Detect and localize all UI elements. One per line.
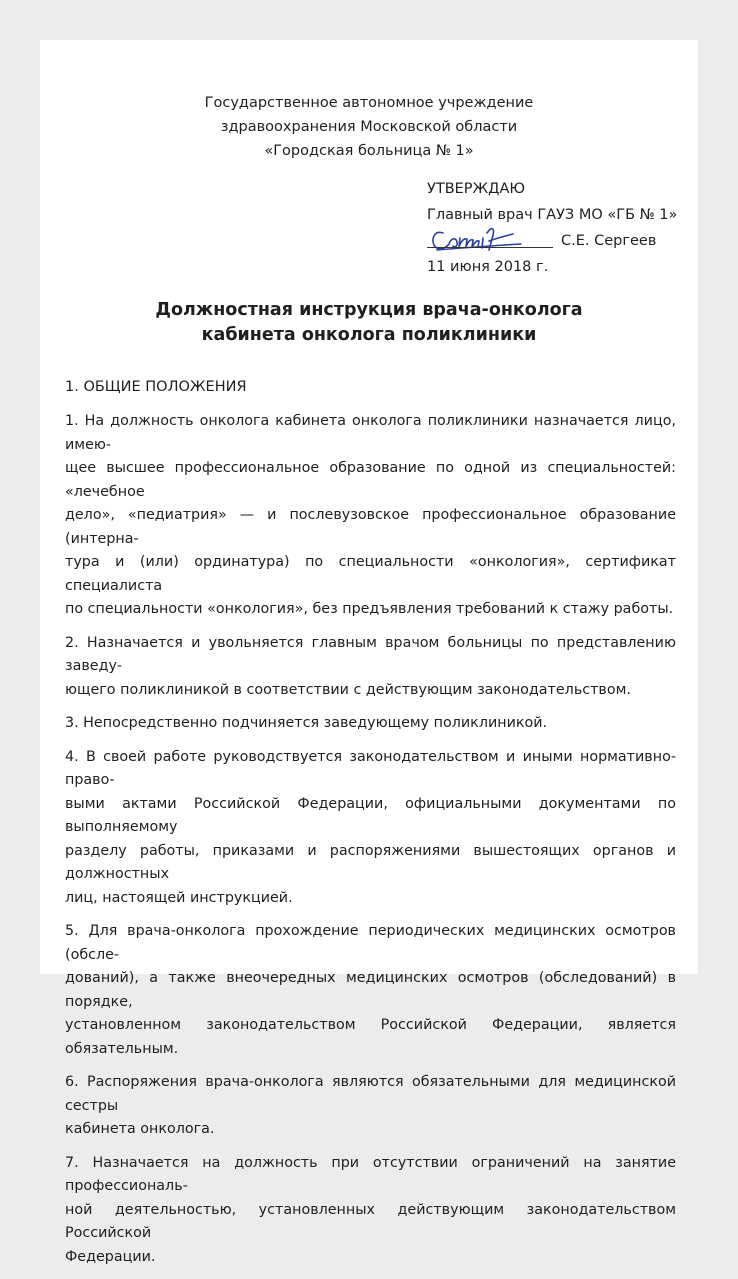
section-heading: 1. ОБЩИЕ ПОЛОЖЕНИЯ — [65, 379, 247, 395]
instruction-item — [65, 410, 676, 622]
signature-line — [427, 228, 677, 254]
item-line: 6. Распоряжения врача-онколога являются обязательными для медицинской сестры — [65, 1074, 676, 1114]
item-line: 1. На должность онколога кабинета онколога поликлиники назначается лицо, имею- — [65, 413, 676, 453]
organization-header — [40, 91, 698, 163]
org-line-2: здравоохранения Московской области — [220, 119, 518, 135]
instruction-item — [65, 1071, 676, 1142]
title-line-1: Должностная инструкция врача-онколога — [155, 300, 583, 320]
item-line: Федерации. — [65, 1248, 156, 1265]
item-line: 4. В своей работе руководствуется законодательством и иными нормативно-право- — [65, 748, 676, 788]
item-line: 3. Непосредственно подчиняется заведующему поликлиникой. — [65, 715, 548, 731]
item-line: лиц, настоящей инструкцией. — [65, 889, 293, 906]
org-line-3: «Городская больница № 1» — [264, 143, 474, 159]
item-line: выми актами Российской Федерации, официальными документами по выполняемому — [65, 795, 676, 835]
item-line: дований), а также внеочередных медицинских осмотров (обследований) в порядке, — [65, 970, 676, 1010]
item-line: 5. Для врача-онколога прохождение периодических медицинских осмотров (обсле- — [65, 923, 676, 963]
instruction-item — [65, 1152, 676, 1270]
item-line: установленном законодательством Российской Федерации, является обязательным. — [65, 1017, 676, 1057]
document-title — [40, 298, 698, 348]
instruction-item — [65, 712, 676, 736]
item-line: разделу работы, приказами и распоряжениями вышестоящих органов и должностных — [65, 842, 676, 882]
item-line: 2. Назначается и увольняется главным врачом больницы по представлению заведу- — [65, 634, 676, 674]
title-line-2: кабинета онколога поликлиники — [201, 325, 537, 345]
item-line: 7. Назначается на должность при отсутствии ограничений на занятие профессиональ- — [65, 1154, 676, 1194]
signature-underline — [427, 247, 553, 248]
instruction-items — [65, 410, 676, 1279]
item-line: по специальности «онкология», без предъявления требований к стажу работы. — [65, 601, 674, 617]
approval-block — [427, 176, 677, 280]
instruction-item — [65, 920, 676, 1061]
item-line: кабинета онколога. — [65, 1121, 215, 1137]
signatory-name: С.Е. Сергеев — [561, 233, 657, 249]
item-line: щее высшее профессиональное образование по одной из специальностей: «лечебное — [65, 460, 676, 500]
item-line: ной деятельностью, установленных действующим законодательством Российской — [65, 1201, 676, 1241]
org-line-1: Государственное автономное учреждение — [204, 95, 534, 111]
document-page — [40, 40, 698, 1265]
item-line: ющего поликлиникой в соответствии с действующим законодательством. — [65, 681, 631, 698]
item-line: тура и (или) ординатура) по специальности «онкология», сертификат специалиста — [65, 554, 676, 594]
instruction-item — [65, 746, 676, 911]
instruction-item — [65, 632, 676, 703]
approval-date: 11 июня 2018 г. — [427, 259, 549, 275]
handwritten-signature — [429, 224, 525, 254]
approval-position: Главный врач ГАУЗ МО «ГБ № 1» — [427, 207, 678, 223]
item-line: дело», «педиатрия» — и послевузовское профессиональное образование (интерна- — [65, 507, 676, 547]
approval-heading: УТВЕРЖДАЮ — [427, 181, 526, 197]
